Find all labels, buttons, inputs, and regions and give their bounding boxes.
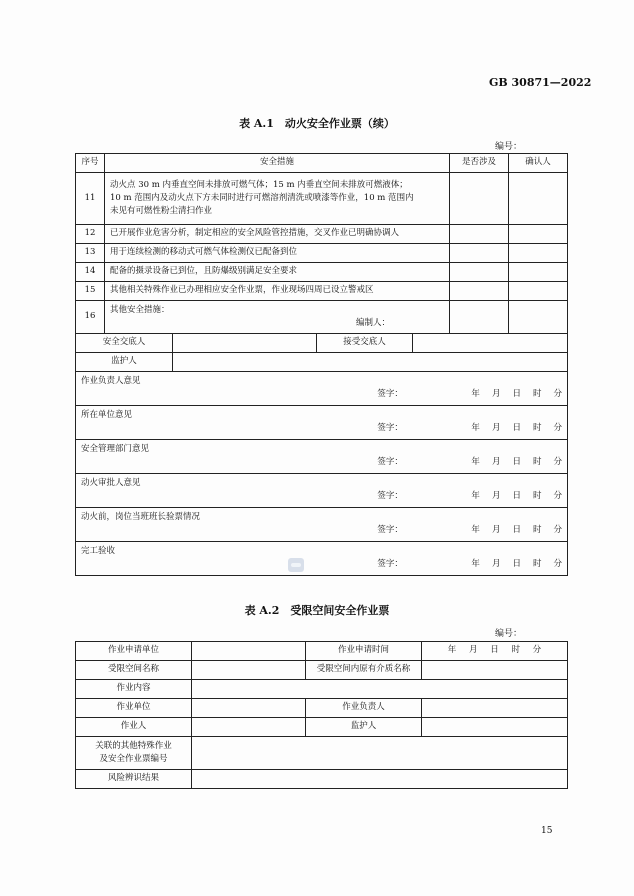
sign-label: 签字： [377,491,403,502]
col-confirmer: 确认人 [509,154,568,173]
standard-code: GB 30871—2022 [489,76,592,89]
time-unit: 日 [490,645,499,656]
sign-label: 签字： [377,457,403,468]
sign-label: 签字： [377,423,403,434]
other-measures-label: 其他安全措施： [110,304,170,315]
medium-field[interactable] [422,661,568,680]
time-unit: 月 [469,645,478,656]
date-unit: 年 [471,559,480,570]
sign-label: 签字： [377,389,403,400]
work-unit-label: 作业单位 [76,699,192,718]
table-row [76,282,568,301]
table-a2 [75,641,568,789]
opinion-field[interactable] [76,508,568,542]
space-name-field[interactable] [192,661,306,680]
date-unit: 时 [532,559,542,570]
table-a1 [75,153,568,334]
opinion-label: 动火前，岗位当班班长验票情况 [81,512,201,522]
date-unit: 日 [512,559,521,570]
date-unit: 年 [471,457,480,468]
row-measure: 配备的摄录设备已到位，且防爆级别满足安全要求 [105,263,450,282]
date-unit: 日 [512,389,521,400]
row-seq: 16 [76,301,105,334]
worker-label: 作业人 [76,718,192,737]
involved-cell[interactable] [450,301,509,334]
medium-label: 受限空间内原有介质名称 [306,661,422,680]
date-unit: 月 [491,389,501,400]
row-measure [105,301,450,334]
confirmer-cell[interactable] [509,282,568,301]
date-unit: 月 [491,423,501,434]
opinion-row [76,440,568,474]
apply-time-label: 作业申请时间 [306,642,422,661]
date-unit: 时 [532,525,542,536]
date-unit: 时 [532,457,542,468]
confirmer-cell[interactable] [509,301,568,334]
opinion-row [76,406,568,440]
opinion-row [76,372,568,406]
date-unit: 年 [471,423,480,434]
table-row [76,263,568,282]
watermark-logo-icon [288,558,304,572]
row-seq: 13 [76,244,105,263]
row-measure-line: 未见有可燃性粉尘清扫作业 [110,206,213,217]
row-measure-line: 10 m 范围内及动火点下方未同时进行可燃溶剂清洗或喷漆等作业，10 m 范围内 [110,192,414,203]
apply-unit-label: 作业申请单位 [76,642,192,661]
row-seq: 12 [76,225,105,244]
guardian-label: 监护人 [306,718,422,737]
worker-field[interactable] [192,718,306,737]
related-permit-label [76,737,192,770]
confirmer-cell[interactable] [509,244,568,263]
space-name-label: 受限空间名称 [76,661,192,680]
date-unit: 分 [553,559,562,570]
supervisor-field[interactable] [173,353,568,372]
row-measure [105,173,450,225]
opinion-field[interactable] [76,406,568,440]
row-measure-line: 动火点 30 m 内垂直空间未排放可燃气体；15 m 内垂直空间未排放可燃液体； [110,179,408,190]
date-unit: 分 [553,389,562,400]
leader-label: 作业负责人 [306,699,422,718]
table-a1-title: 表 A.1 动火安全作业票（续） [239,117,395,130]
date-unit: 月 [491,491,501,502]
guardian-field[interactable] [422,718,568,737]
col-involved: 是否涉及 [450,154,509,173]
row-measure: 用于连续检测的移动式可燃气体检测仪已配备到位 [105,244,450,263]
confirmer-cell[interactable] [509,225,568,244]
opinion-label: 完工验收 [81,546,116,556]
work-unit-field[interactable] [192,699,306,718]
opinion-field[interactable] [76,440,568,474]
row-measure: 已开展作业危害分析，制定相应的安全风险管控措施，交叉作业已明确协调人 [105,225,450,244]
date-unit: 日 [512,525,521,536]
table-row [76,244,568,263]
table-row [76,301,568,334]
opinion-field[interactable] [76,542,568,576]
date-unit: 时 [532,491,542,502]
date-unit: 月 [491,457,501,468]
opinion-field[interactable] [76,372,568,406]
table-row [76,225,568,244]
opinion-label: 动火审批人意见 [81,478,141,488]
content-field[interactable] [192,680,568,699]
leader-field[interactable] [422,699,568,718]
date-unit: 分 [553,525,562,536]
table-a1-header-row [76,154,568,173]
date-unit: 分 [553,457,562,468]
date-unit: 时 [532,423,542,434]
date-unit: 日 [512,491,521,502]
row-seq: 11 [76,173,105,225]
table-a1-number-label: 编号： [495,142,523,152]
involved-cell[interactable] [450,225,509,244]
briefing-table [75,333,568,372]
opinion-label: 所在单位意见 [81,410,133,420]
content-label: 作业内容 [76,680,192,699]
time-unit: 年 [447,645,457,656]
table-a2-number-label: 编号： [495,629,523,639]
table-row [76,173,568,225]
opinion-field[interactable] [76,474,568,508]
table-a2-title: 表 A.2 受限空间安全作业票 [244,604,390,617]
receiver-field[interactable] [413,334,568,353]
date-unit: 年 [471,525,480,536]
preparer-label: 编制人： [356,318,391,328]
date-unit: 分 [553,423,562,434]
date-unit: 日 [512,423,521,434]
opinion-row [76,508,568,542]
date-unit: 月 [491,559,501,570]
apply-unit-field[interactable] [192,642,306,661]
opinion-label: 安全管理部门意见 [81,444,150,454]
briefer-field[interactable] [173,334,317,353]
related-permit-line: 关联的其他特殊作业 [95,740,172,751]
date-unit: 分 [553,491,562,502]
row-seq: 15 [76,282,105,301]
time-unit: 时 [511,645,520,656]
risk-field[interactable] [192,770,568,789]
date-unit: 时 [532,389,542,400]
related-permit-field[interactable] [192,737,568,770]
date-unit: 年 [471,491,480,502]
involved-cell[interactable] [450,263,509,282]
involved-cell[interactable] [450,244,509,263]
date-unit: 年 [471,389,480,400]
opinion-row [76,474,568,508]
confirmer-cell[interactable] [509,263,568,282]
row-measure: 其他相关特殊作业已办理相应安全作业票，作业现场四周已设立警戒区 [105,282,450,301]
risk-label: 风险辨识结果 [76,770,192,789]
apply-time-field[interactable] [422,642,568,661]
supervisor-label: 监护人 [76,353,173,372]
date-unit: 月 [491,525,501,536]
briefer-label: 安全交底人 [76,334,173,353]
row-seq: 14 [76,263,105,282]
sign-label: 签字： [377,525,403,536]
opinion-row [76,542,568,576]
opinions-table [75,371,568,576]
opinion-label: 作业负责人意见 [81,376,141,386]
receiver-label: 接受交底人 [317,334,413,353]
confirmer-cell[interactable] [509,173,568,225]
page-number: 15 [541,826,553,836]
related-permit-line: 及安全作业票编号 [99,754,168,764]
time-unit: 分 [532,645,542,656]
involved-cell[interactable] [450,173,509,225]
date-unit: 日 [512,457,521,468]
involved-cell[interactable] [450,282,509,301]
col-seq: 序号 [76,154,105,173]
sign-label: 签字： [377,559,403,570]
col-measures: 安全措施 [105,154,450,173]
